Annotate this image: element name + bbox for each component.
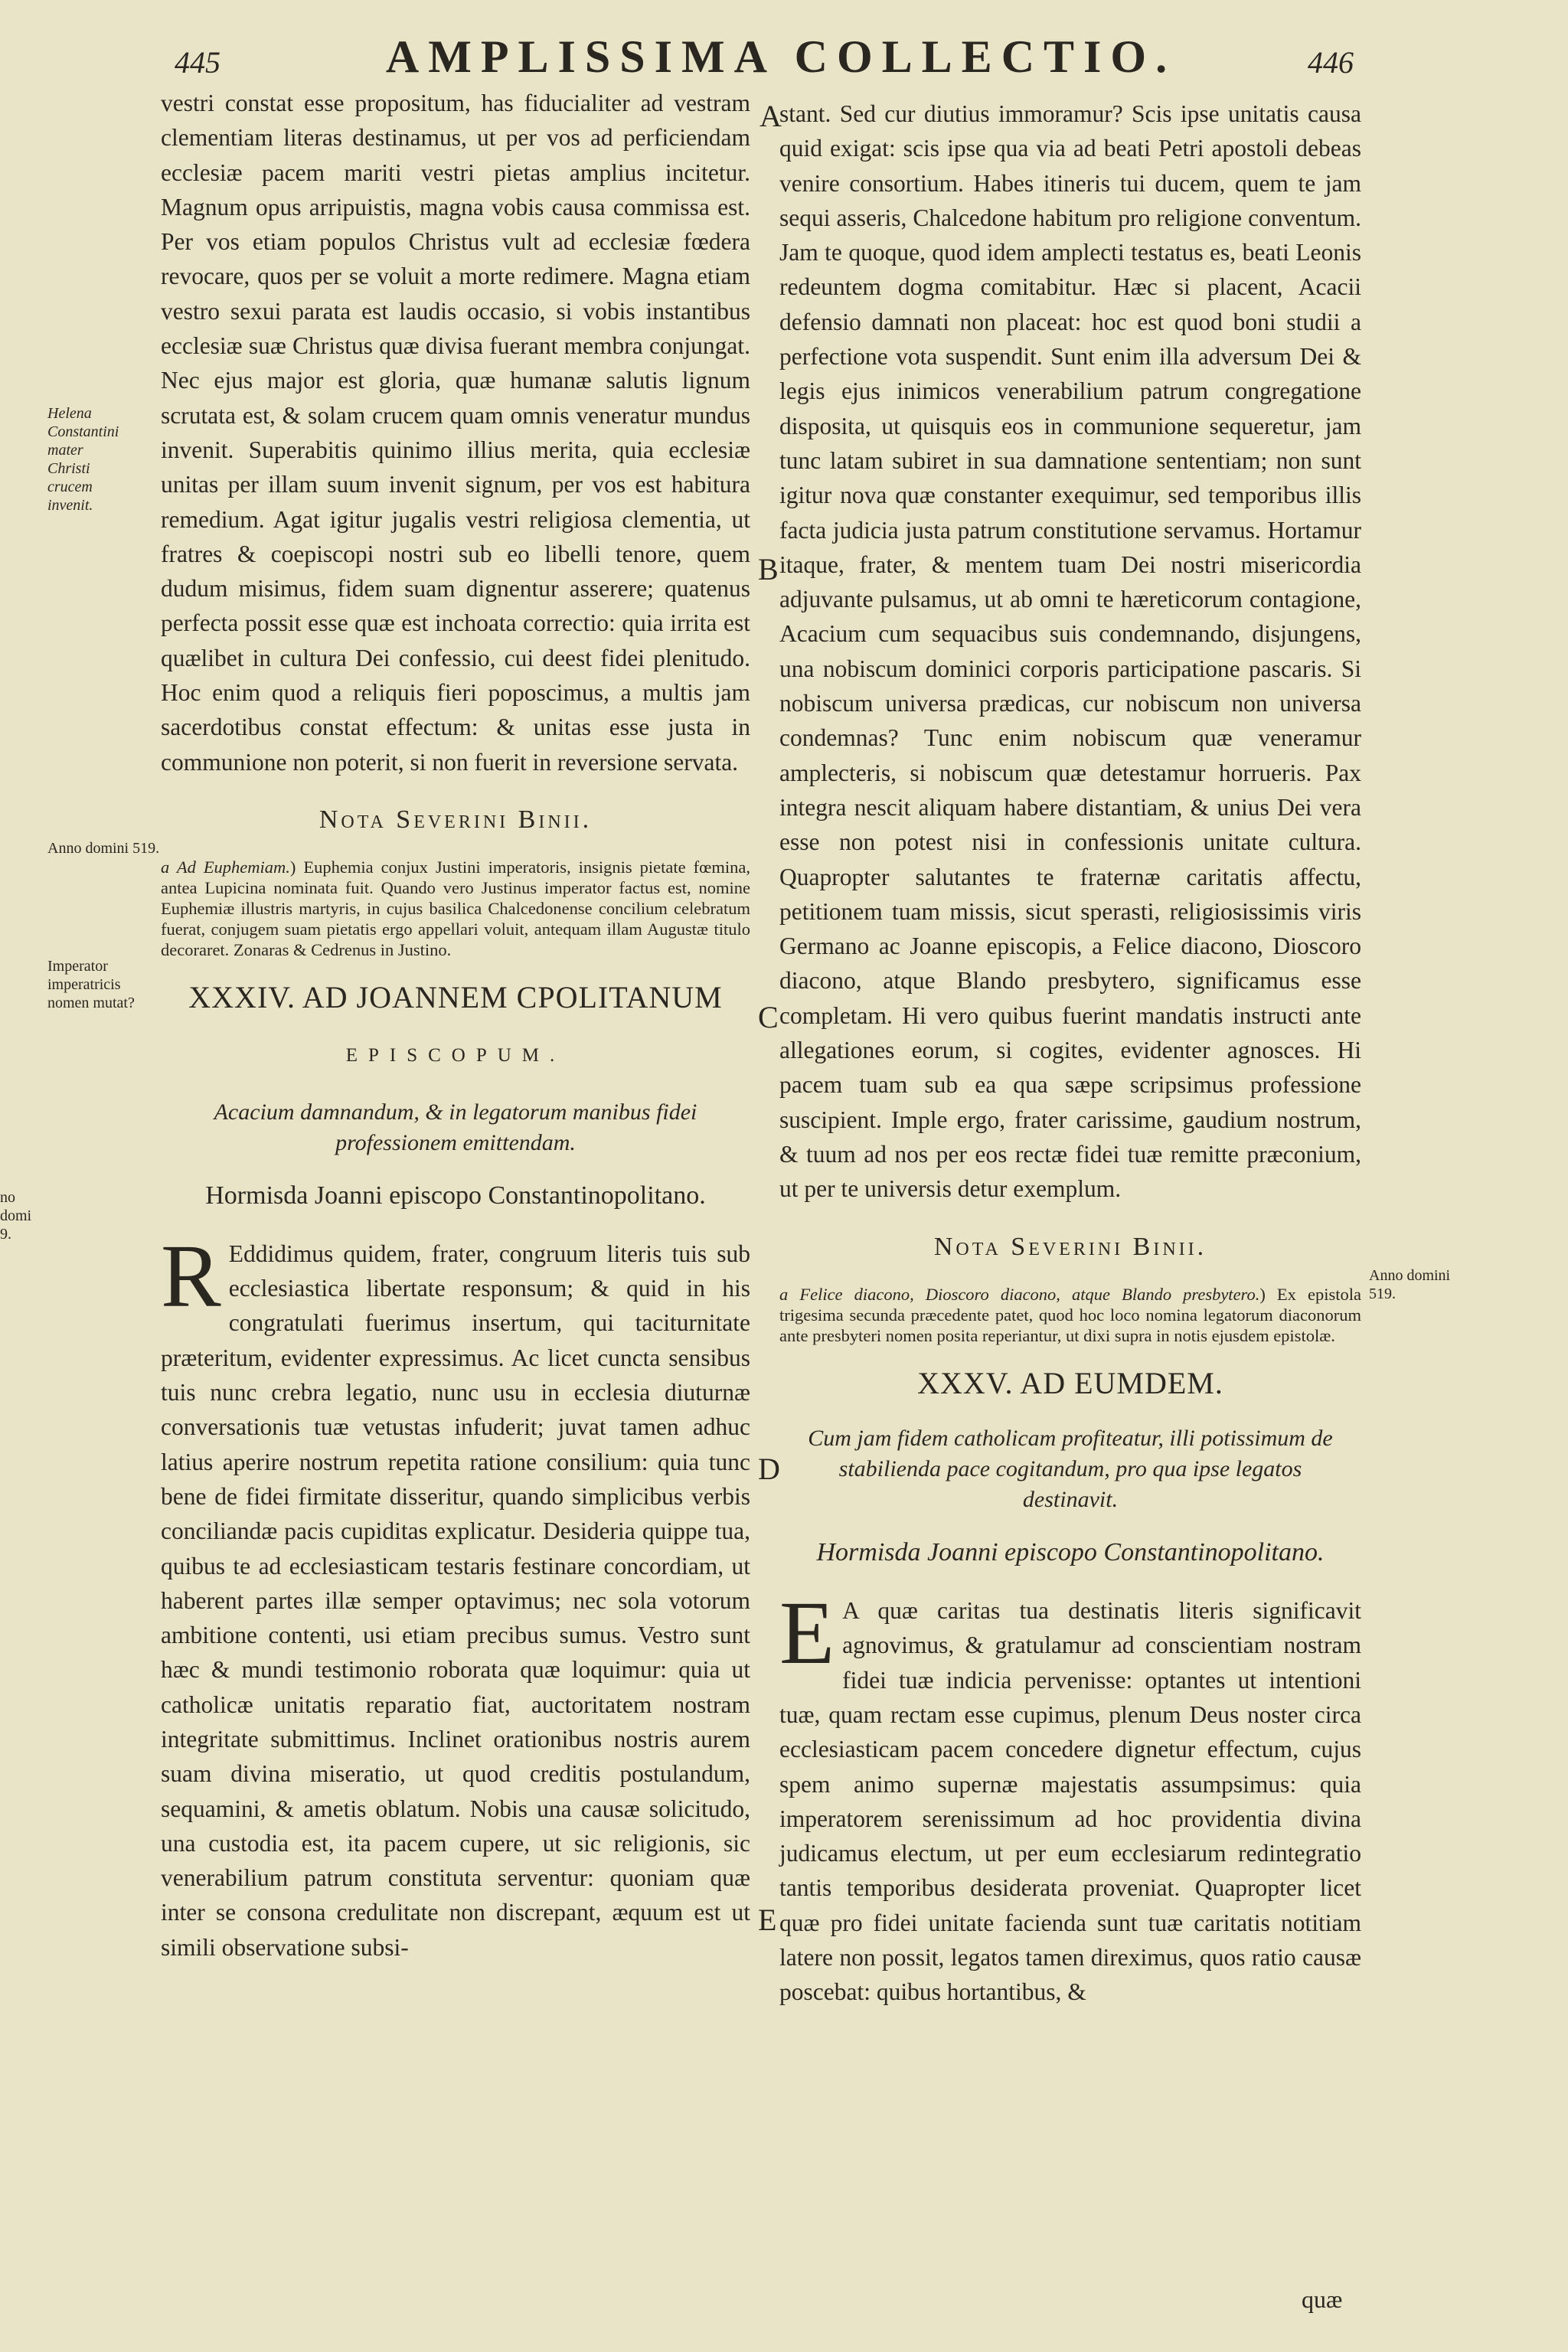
paragraph-text: Eddidimus quidem, frater, congruum literis tuis sub ecclesiastica libertate responsum; & quid in his congratulati fuerimus insertum, qui taciturnitate præteritum, evidenter expressimus. Ac licet cuncta sensibus tuis nunc crebra legatio, nunc usu in ecclesia diuturnæ conversationis tuæ vetustas infuderit; juvat tamen adhuc latius aperire nostrum repetita ratione consilium: quia tunc bene de fidei firmitate disseritur, quando simplicibus verbis conciliandæ pacis cupiditas explicatur. Desideria quippe tua, quibus te ad ecclesiasticam testaris festinare concordiam, ut haberent partes illæ semper optavimus; nec sola votorum ambitione contenti, usi etiam precibus sumus. Vestro sunt hæc & mundi testimonio roborata quæ loquimur: quia ut catholicæ unitatis reparatio fiat, auctoritatem nostram integritate submittimus. Inclinet orationibus nostris aurem suam divina miseratio, ut quod creditis postulandum, sequamini, & ametis oblatum. Nobis una causæ solicitudo, una custodia est, ita pacem cupere, ut sic religionis, sic venerabilium patrum constituta serventur: quoniam quæ inter se consona credulitate non discrepant, æquum est ut simili observatione subsi- <box>161 1240 750 1961</box>
note-heading: Nota Severini Binii. <box>318 805 593 834</box>
chapter-subtitle: EPISCOPUM. <box>345 1044 566 1066</box>
paragraph-text: A quæ caritas tua destinatis literis significavit agnovimus, & gratulamur ad conscientiam nostram fidei tuæ indicia pervenisse: optantes ut intentioni tuæ, quam rectam esse cupimus, plenum Deus noster circa ecclesiasticam pacem concedere dignetur effectum, cujus spem animo supernæ majestatis assumpsimus: quia imperatorem serenissimum ad hoc providentia divina judicamus electum, ut per eum ecclesiarum redintegratio tantis temporibus desiderata proveniat. Quapropter licet quæ pro fidei unitate facienda sunt tuæ caritatis notitiam latere non possit, legatos tamen direximus, quos ratio causæ poscebat: quibus hortantibus, & <box>779 1597 1361 2006</box>
footnote-lemma: a Felice diacono, Dioscoro diacono, atque Blando presbytero. <box>779 1284 1260 1304</box>
margin-note-imperator: Imperator imperatricis nomen mutat? <box>47 958 135 1011</box>
salutation: Hormisda Joanni episcopo Constantinopolitano. <box>205 1181 706 1210</box>
footnote <box>779 1284 1361 1346</box>
note-heading: Nota Severini Binii. <box>933 1232 1207 1261</box>
margin-note-helena: Helena Constantini mater Christi crucem invenit. <box>47 405 119 514</box>
salutation: Hormisda Joanni episcopo Constantinopolitano. <box>816 1538 1325 1567</box>
chapter-summary: Cum jam fidem catholicam profiteatur, illi potissimum de stabilienda pace cogitandum, pro qua ipse legatos destinavit. <box>808 1426 1333 1513</box>
section-letter-e: E <box>758 1903 777 1937</box>
drop-cap: E <box>779 1583 835 1684</box>
margin-note-anno-domini-right: Anno domini 519. <box>1369 1267 1451 1302</box>
paragraph: stant. Sed cur diutius immoramur? Scis ipse unitatis causa quid exigat: scis ipse qua via ad beati Petri apostoli debeas venire consortium. Habes itineris tui ducem, quem te jam sequi asseris, Chalcedone habitum pro religione conventum. Jam te quoque, quod idem amplecti testatus es, beati Leonis redeuntem dogma comitabitur. Hæc si placent, Acacii defensio damnati non placeat: hoc est quod boni studii a perfectione vota suspendit. Sunt enim illa adversum Dei & legis ejus inimicos venerabilium patrum congregatione disposita, ut quisquis eos in communione sequeretur, jam tunc latam subiret in sua damnatione sententiam; non sunt igitur nova quæ constanter exequimur, sed temporibus illis facta judicia justa patrum constitutione servamus. Hortamur itaque, frater, & mentem tuam Dei nostri misericordia adjuvante pulsamus, ut ab omni te hæreticorum contagione, Acacium cum sequacibus suis condemnando, disjungens, una nobiscum dominici corporis participatione pascaris. Si nobiscum universa prædicas, cur nobiscum non universa condemnas? Tunc enim nobiscum quæ veneramur amplecteris, si nobiscum quæ detestamur horrueris. Pax integra nescit aliquam habere distantiam, & unius Dei vera esse non potest nisi in confessionis unitate cultura. Quapropter salutantes te fraternæ caritatis affectu, petitionem tuam missis, sicut sperasti, religiosissimis viris Germano ac Joanne episcopis, a Felice diacono, Dioscoro diacono, atque Blando presbytero, significamus esse completam. Hi vero quibus fuerint mandatis instructi ante allegationes eorum, si cogites, evidenter agnosces. Hi pacem tuam sub ea qua sæpe scripsimus professione suscipient. Imple ergo, frater carissime, gaudium nostrum, & tuum ad nos per eos rectæ fidei tuæ remitte præconium, ut per te universis detur exemplum. <box>779 100 1361 1203</box>
chapter-title: XXXV. AD EUMDEM. <box>917 1365 1223 1400</box>
page-number-left: 445 <box>175 45 220 80</box>
margin-note-anno-domini: Anno domini 519. <box>47 840 160 857</box>
running-title: AMPLISSIMA COLLECTIO. <box>385 31 1177 82</box>
paragraph <box>161 1225 750 1965</box>
margin-note-anno-domini-edge: no domi 9. <box>0 1189 32 1243</box>
page-number-right: 446 <box>1308 45 1354 80</box>
chapter-summary: Acacium damnandum, & in legatorum manibus fidei professionem emittendam. <box>214 1099 697 1155</box>
chapter-title: XXXIV. AD JOANNEM CPOLITANUM <box>188 980 723 1015</box>
paragraph <box>779 1583 1361 2010</box>
left-column <box>161 86 750 1965</box>
footnote-text: ) Euphemia conjux Justini imperatoris, insignis pietate fœmina, antea Lupicina nominata fuit. Quando vero Justinus imperator factus est, nomine Euphemiæ illustris martyris, in cujus basilica Chalcedonense concilium celebratum fuerat, conjugem suam pietatis ergo appellari voluit, antequam illam Augustæ titulo decoraret. Zonaras & Cedrenus in Justino. <box>161 858 750 960</box>
drop-cap: R <box>161 1225 221 1326</box>
section-letter-d: D <box>758 1452 780 1486</box>
footnote-text: ) Ex epistola trigesima secunda præcedente patet, quod hoc loco nomina legatorum diaconorum ante presbyteri nomen posita reperiantur, ut dixi supra in notis ejusdem epistolæ. <box>779 1284 1361 1345</box>
paragraph: vestri constat esse propositum, has fiducialiter ad vestram clementiam literas destinamus, ut per vos ad perficiendam ecclesiæ pacem mariti vestri pietas amplius incitetur. Magnum opus arripuistis, magna vobis causa commissa est. Per vos etiam populos Christus vult ad ecclesiæ fœdera revocare, quos per se voluit a morte redimere. Magna etiam vestro sexui parata est laudis occasio, si vobis instantibus ecclesiæ suæ Christus quæ divisa fuerant membra conjungat. Nec ejus major est gloria, quæ humanæ salutis lignum scrutata est, & solam crucem quam omnis veneratur mundus invenit. Superabitis quinimo illius merita, quia ecclesiæ unitas per illam suum invenit signum, per vos est habitura remedium. Agat igitur jugalis vestri religiosa clementia, ut fratres & coepiscopi nostri sub eo libelli tenore, quem dudum misimus, fidem suam dignentur asserere; quatenus perfecta possit esse quæ est inchoata correctio: quia irrita est quælibet in cultura Dei confessio, cui deest fidei plenitudo. Hoc enim quod a reliquis fieri poposcimus, a multis jam sacerdotibus constat effectum: & unitas esse justa in communione non poterit, si non fuerit in reversione servata. <box>161 90 750 776</box>
section-letter-b: B <box>758 552 779 586</box>
section-letter-c: C <box>758 1000 779 1034</box>
footnote-lemma: a Ad Euphemiam. <box>161 858 290 877</box>
catchword: quæ <box>1302 2285 1343 2313</box>
footnote <box>161 857 750 960</box>
section-letter-a: A <box>760 99 782 133</box>
right-column <box>779 96 1361 2010</box>
